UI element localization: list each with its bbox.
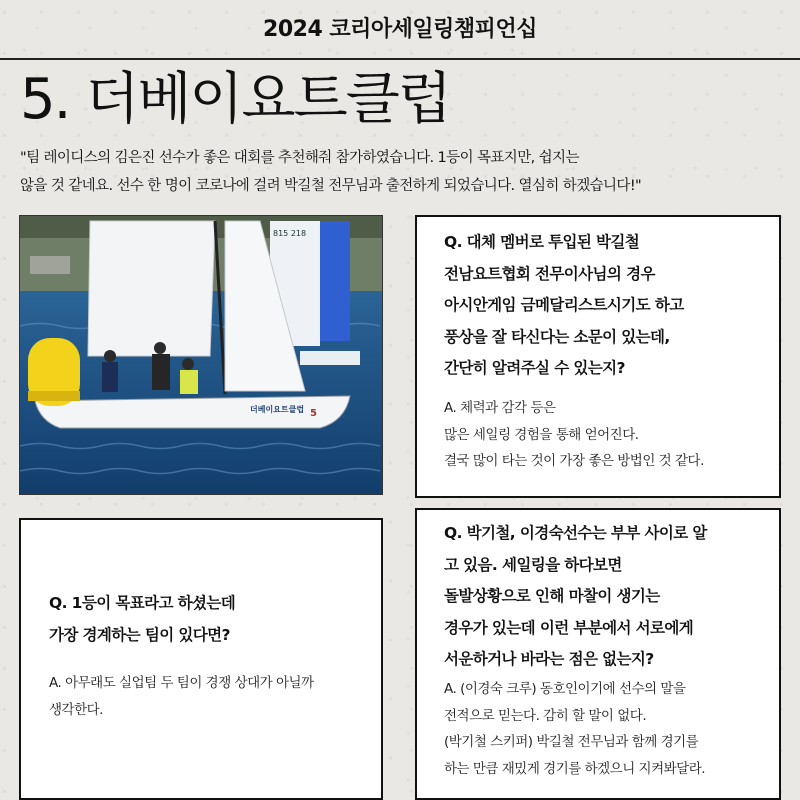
page-header-title: 2024 코리아세일링챔피언십 xyxy=(263,17,537,42)
answer-line: A. 아무래도 실업팀 두 팀이 경쟁 상대가 아닐까 xyxy=(49,675,314,691)
sailboat-illustration xyxy=(20,216,383,495)
question-text xyxy=(444,518,707,676)
answer-line: 전적으로 믿는다. 감히 할 말이 없다. xyxy=(444,707,647,724)
main-sail xyxy=(88,221,215,356)
interview-box-2 xyxy=(19,518,383,800)
interview-box-3 xyxy=(415,508,781,800)
answer-text xyxy=(49,670,314,723)
question-text xyxy=(444,227,684,385)
question-line: Q. 1등이 목표라고 하셨는데 xyxy=(49,594,236,612)
question-line: 고 있음. 세일링을 하다보면 xyxy=(444,555,622,574)
sailboat-photo xyxy=(19,215,383,495)
answer-line: A. (이경숙 크루) 동호인이기에 선수의 말을 xyxy=(444,681,686,697)
interview-box-1 xyxy=(415,215,781,498)
quote-line: "팀 레이디스의 김은진 선수가 좋은 대회를 추천해줘 참가하였습니다. 1등이 목표지만, 쉽지는 xyxy=(20,150,579,166)
question-line: 아시안게임 금메달리스트시기도 하고 xyxy=(444,296,684,314)
answer-line: 결국 많이 타는 것이 가장 좋은 방법인 것 같다. xyxy=(444,453,704,469)
answer-line: A. 체력과 감각 등은 xyxy=(444,400,556,416)
answer-line: 많은 세일링 경험을 통해 얻어진다. xyxy=(444,426,639,443)
team-quote xyxy=(20,144,790,200)
question-line: 간단히 알려주실 수 있는지? xyxy=(444,359,625,377)
question-line: 전남요트협회 전무이사님의 경우 xyxy=(444,264,655,283)
question-line: 가장 경계하는 팀이 있다면? xyxy=(49,625,230,644)
answer-text xyxy=(444,676,705,782)
answer-line: 하는 만큼 재밌게 경기를 하겠으니 지켜봐달라. xyxy=(444,760,706,777)
sail-number: 815 218 xyxy=(273,229,307,238)
quote-line: 않을 것 같네요. 선수 한 명이 코로나에 걸려 박길철 전무님과 출전하게 되었습니다. 열심히 하겠습니다!" xyxy=(20,178,642,194)
answer-line: (박기철 스키퍼) 박길철 전무님과 함께 경기를 xyxy=(444,734,699,750)
question-line: Q. 대체 멤버로 투입된 박길철 xyxy=(444,233,640,251)
bow-number: 5 xyxy=(310,408,317,419)
answer-line: 생각한다. xyxy=(49,701,103,718)
race-buoy xyxy=(28,338,80,406)
question-text xyxy=(49,588,235,651)
question-line: 서운하거나 바라는 점은 없는지? xyxy=(444,650,654,668)
header-divider xyxy=(0,58,800,60)
hull-text: 더베이요트클럽 xyxy=(250,405,305,414)
question-line: 풍상을 잘 타신다는 소문이 있는데, xyxy=(444,327,670,346)
question-line: 돌발상황으로 인해 마찰이 생기는 xyxy=(444,587,660,605)
question-line: 경우가 있는데 이런 부분에서 서로에게 xyxy=(444,618,694,637)
question-line: Q. 박기철, 이경숙선수는 부부 사이로 알 xyxy=(444,524,707,542)
section-title: 5. 더베이요트클럽 xyxy=(20,67,450,132)
answer-text xyxy=(444,395,704,475)
